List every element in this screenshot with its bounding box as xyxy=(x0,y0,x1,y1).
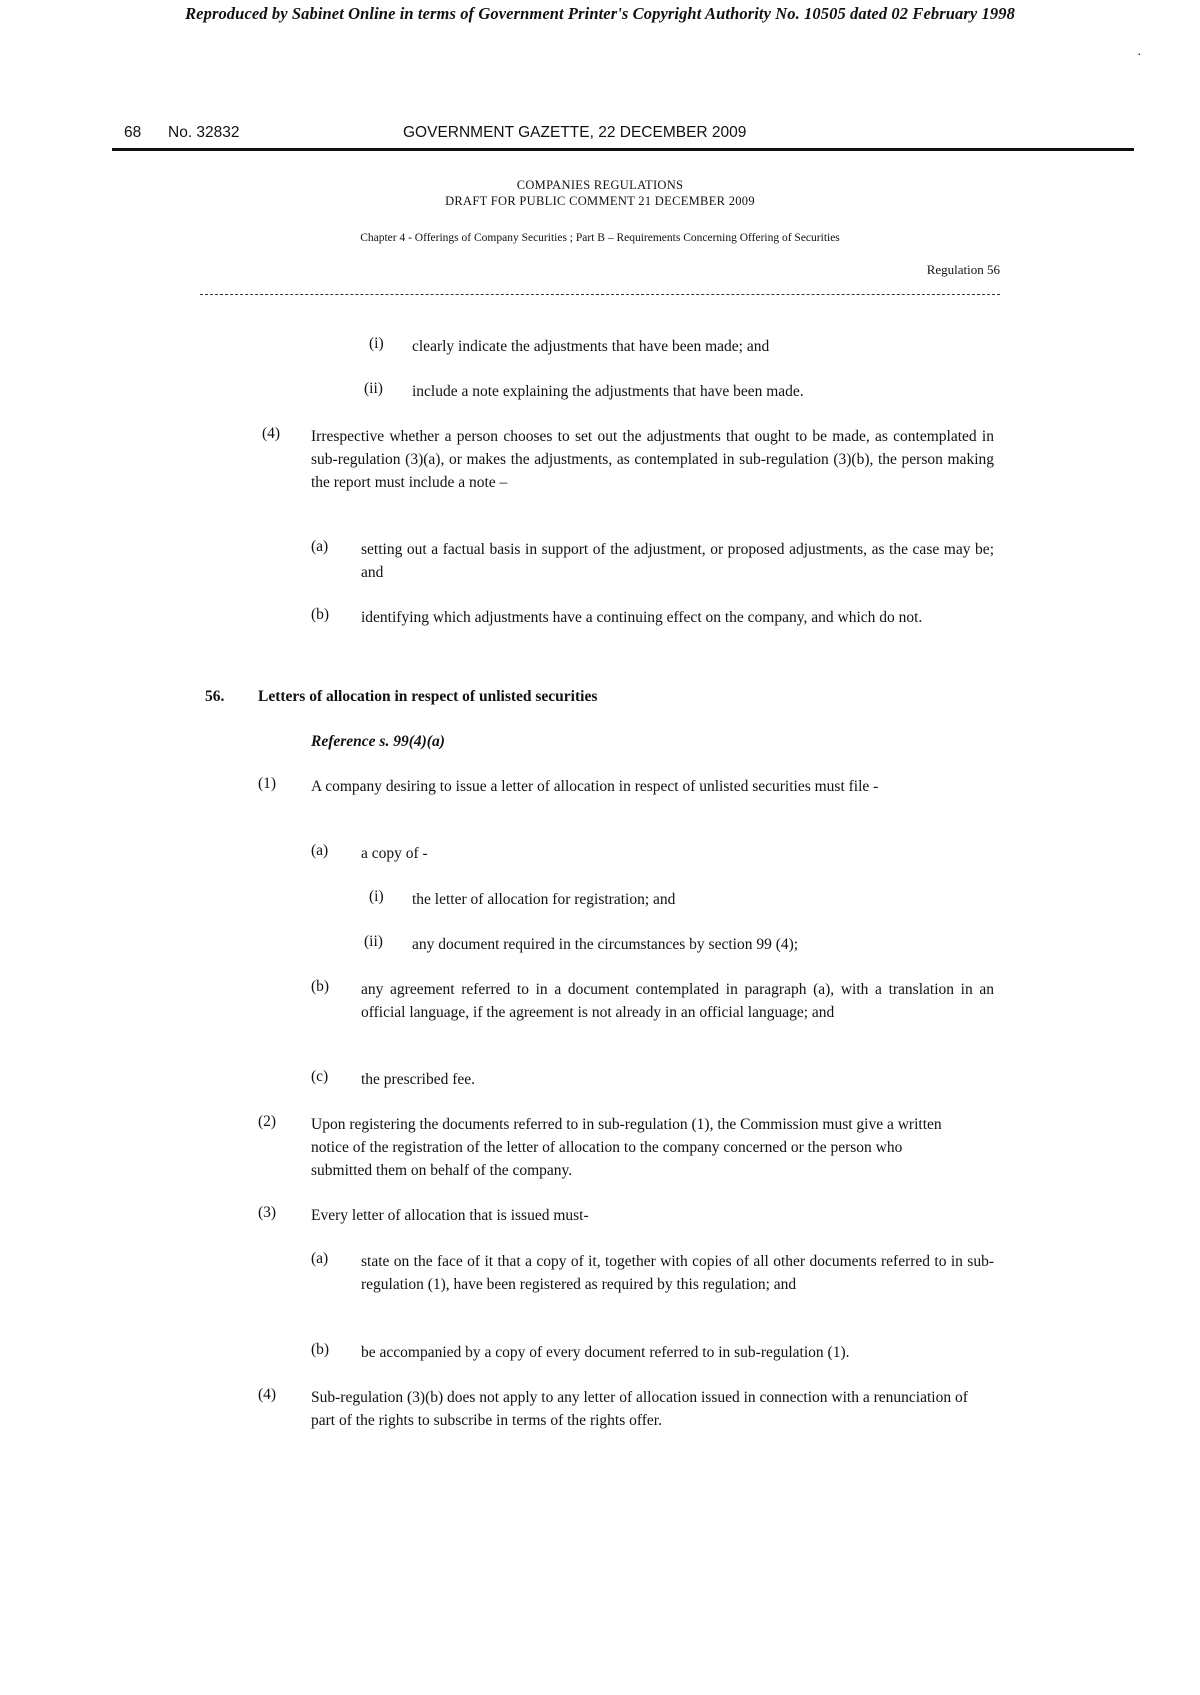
stray-mark: · xyxy=(1137,48,1142,63)
paragraph-text: setting out a factual basis in support of the adjustment, or proposed adjustments, as the case may be; and xyxy=(361,541,994,581)
subregulation-text: Sub-regulation (3)(b) does not apply to any letter of allocation issued in connection with a renunciation of part of the rights to subscribe in terms of the rights offer. xyxy=(311,1389,968,1429)
subregulation-label: (1) xyxy=(258,775,277,792)
subregulation-text: Every letter of allocation that is issued must- xyxy=(311,1207,589,1224)
subregulation-label: (4) xyxy=(258,1386,277,1403)
item-label: (ii) xyxy=(364,380,383,397)
paragraph-text: the prescribed fee. xyxy=(361,1071,476,1088)
paragraph-text: a copy of - xyxy=(361,845,428,862)
chapter-heading: Chapter 4 - Offerings of Company Securities ; Part B – Requirements Concerning Offering of Securities xyxy=(360,232,840,244)
section-heading: Letters of allocation in respect of unlisted securities xyxy=(258,688,598,705)
subregulation-label: (4) xyxy=(262,425,281,442)
section-number: 56. xyxy=(205,688,225,705)
paragraph-text: state on the face of it that a copy of it, together with copies of all other documents referred to in sub-regulation (1), have been registered as required by this regulation; and xyxy=(361,1253,994,1293)
item-text: include a note explaining the adjustments that have been made. xyxy=(412,383,804,400)
subregulation-text: Upon registering the documents referred to in sub-regulation (1), the Commission must give a written notice of the registration of the letter of allocation to the company concerned or the person who submitted them on behalf of the company. xyxy=(311,1116,942,1179)
header-rule xyxy=(112,148,1134,151)
paragraph-label: (b) xyxy=(311,1341,330,1358)
paragraph-label: (c) xyxy=(311,1068,329,1085)
item-label: (i) xyxy=(369,335,384,352)
draft-notice: DRAFT FOR PUBLIC COMMENT 21 DECEMBER 2009 xyxy=(445,194,755,208)
gazette-issue-number: No. 32832 xyxy=(168,124,240,141)
item-label: (ii) xyxy=(364,933,383,950)
subregulation-label: (3) xyxy=(258,1204,277,1221)
item-text: clearly indicate the adjustments that have been made; and xyxy=(412,338,770,355)
section-divider xyxy=(200,294,1000,295)
paragraph-label: (a) xyxy=(311,1250,329,1267)
subregulation-label: (2) xyxy=(258,1113,277,1130)
paragraph-label: (b) xyxy=(311,606,330,623)
regulation-label: Regulation 56 xyxy=(926,262,1000,277)
paragraph-text: identifying which adjustments have a continuing effect on the company, and which do not. xyxy=(361,609,923,626)
regulations-title: COMPANIES REGULATIONS xyxy=(516,178,684,192)
subregulation-text: Irrespective whether a person chooses to set out the adjustments that ought to be made, as contemplated in sub-regulation (3)(a), or makes the adjustments, as contemplated in sub-regulation (3)(b), the person making the report must include a note – xyxy=(311,428,994,491)
item-label: (i) xyxy=(369,888,384,905)
paragraph-text: any agreement referred to in a document contemplated in paragraph (a), with a translation in an official language, if the agreement is not already in an official language; and xyxy=(361,981,994,1021)
paragraph-label: (b) xyxy=(311,978,330,995)
gazette-page-number: 68 xyxy=(124,124,142,141)
item-text: any document required in the circumstances by section 99 (4); xyxy=(412,936,799,953)
paragraph-label: (a) xyxy=(311,538,329,555)
subregulation-text: A company desiring to issue a letter of allocation in respect of unlisted securities must file - xyxy=(311,778,879,795)
section-reference: Reference s. 99(4)(a) xyxy=(311,733,445,750)
item-text: the letter of allocation for registration; and xyxy=(412,891,676,908)
paragraph-label: (a) xyxy=(311,842,329,859)
reproduction-notice: Reproduced by Sabinet Online in terms of Government Printer's Copyright Authority No. 10505 dated 02 February 1998 xyxy=(185,4,1015,23)
gazette-title: GOVERNMENT GAZETTE, 22 DECEMBER 2009 xyxy=(403,124,747,141)
paragraph-text: be accompanied by a copy of every document referred to in sub-regulation (1). xyxy=(361,1344,850,1361)
